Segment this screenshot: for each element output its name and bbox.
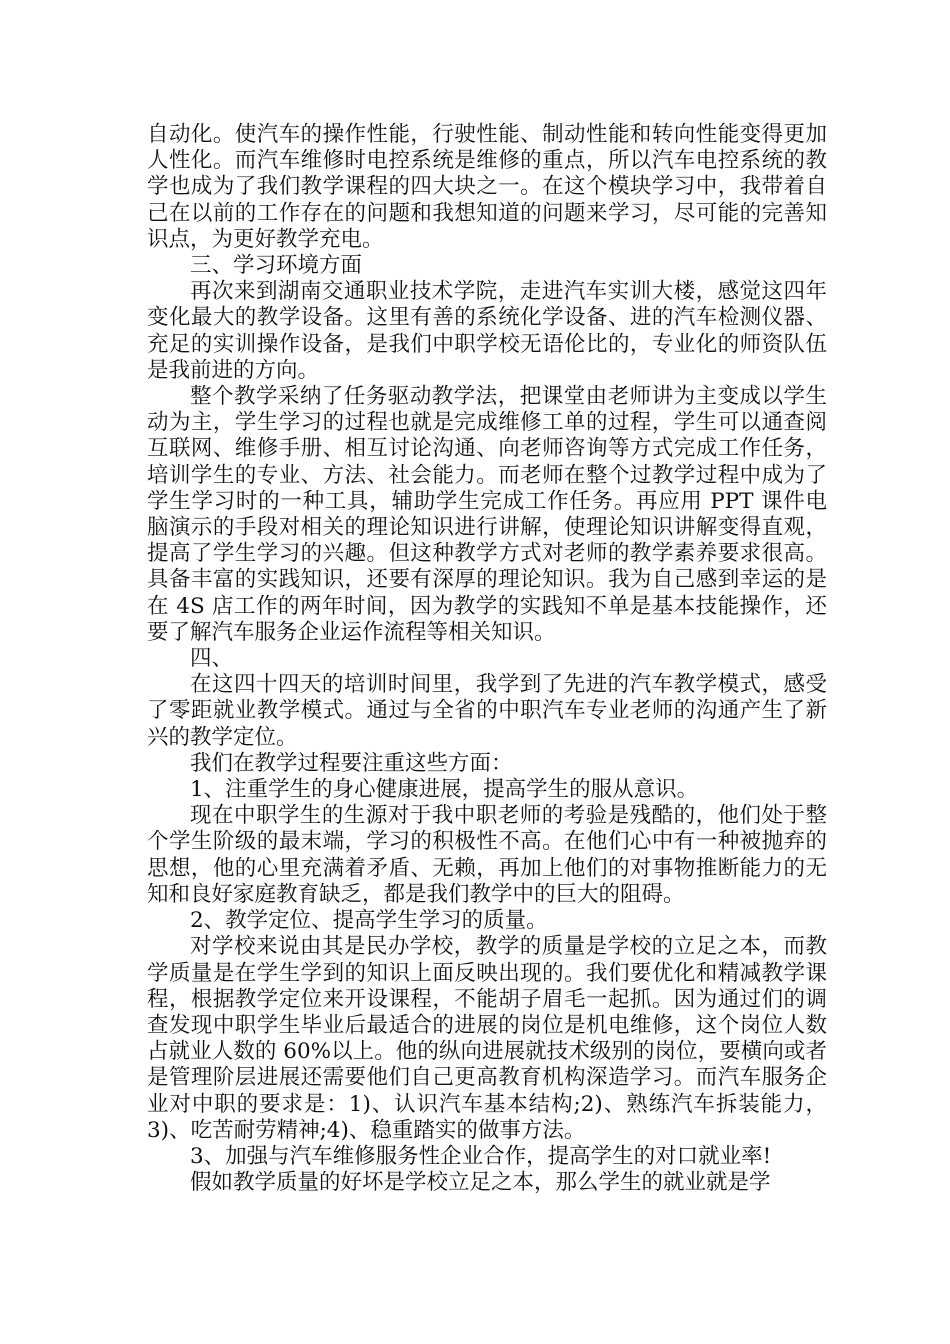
paragraph: 我们在教学过程要注重这些方面： bbox=[190, 750, 513, 776]
paragraph: 整个教学采纳了任务驱动教学法，把课堂由老师讲为主变成以学生动为主，学生学习的过程也就是完成维修工单的过程，学生可以通查阅互联网、维修手册、相互讨论沟通、向老师咨询等方式完成工作任务，培训学生的专业、方法、社会能力。而老师在整个过教学过程中成为了学生学习时的一种工具，辅助学生完成工作任务。再应用 PPT 课件电脑演示的手段对相关的理论知识进行讲解，使理论知识讲解变得直观，提高了学生学习的兴趣。但这种教学方式对老师的教学素养要求很高。具备丰富的实践知识，还要有深厚的理论知识。我为自己感到幸运的是在 4S 店工作的两年时间，因为教学的实践知不单是基本技能操作，还要了解汽车服务企业运作流程等相关知识。 bbox=[147, 384, 827, 645]
paragraph: 1、注重学生的身心健康进展，提高学生的服从意识。 bbox=[190, 777, 699, 803]
paragraph: 在这四十四天的培训时间里，我学到了先进的汽车教学模式，感受了零距就业教学模式。通过与全省的中职汽车专业老师的沟通产生了新兴的教学定位。 bbox=[147, 672, 827, 750]
paragraph: 2、教学定位、提高学生学习的质量。 bbox=[190, 908, 548, 934]
paragraph: 现在中职学生的生源对于我中职老师的考验是残酷的，他们处于整个学生阶级的最末端，学习的积极性不高。在他们心中有一种被抛弃的思想，他的心里充满着矛盾、无赖，再加上他们的对事物推断能力的无知和良好家庭教育缺乏，都是我们教学中的巨大的阻碍。 bbox=[147, 803, 827, 907]
paragraph: 再次来到湖南交通职业技术学院，走进汽车实训大楼，感觉这四年变化最大的教学设备。这里有善的系统化学设备、进的汽车检测仪器、充足的实训操作设备，是我们中职学校无语伦比的，专业化的师资队伍是我前进的方向。 bbox=[147, 279, 827, 383]
paragraph: 对学校来说由其是民办学校，教学的质量是学校的立足之本，而教学质量是在学生学到的知识上面反映出现的。我们要优化和精减教学课程，根据教学定位来开设课程，不能胡子眉毛一起抓。因为通过们的调查发现中职学生毕业后最适合的进展的岗位是机电维修，这个岗位人数占就业人数的 60%以上。他的纵向进展就技术级别的岗位，要横向或者是管理阶层进展还需要他们自己更高教育机构深造学习。而汽车服务企业对中职的要求是：1)、认识汽车基本结构;2)、熟练汽车拆装能力，3)、吃苦耐劳精神;4)、稳重踏实的做事方法。 bbox=[147, 934, 827, 1143]
paragraph: 四、 bbox=[190, 646, 234, 672]
paragraph: 三、学习环境方面 bbox=[190, 253, 363, 279]
paragraph: 3、加强与汽车维修服务性企业合作，提高学生的对口就业率! bbox=[190, 1143, 772, 1169]
paragraph: 自动化。使汽车的操作性能，行驶性能、制动性能和转向性能变得更加人性化。而汽车维修时电控系统是维修的重点，所以汽车电控系统的教学也成为了我们教学课程的四大块之一。在这个模块学习中，我带着自己在以前的工作存在的问题和我想知道的问题来学习，尽可能的完善知识点，为更好教学充电。 bbox=[147, 122, 827, 252]
document-body bbox=[147, 122, 827, 1196]
paragraph: 假如教学质量的好坏是学校立足之本，那么学生的就业就是学 bbox=[190, 1170, 771, 1196]
